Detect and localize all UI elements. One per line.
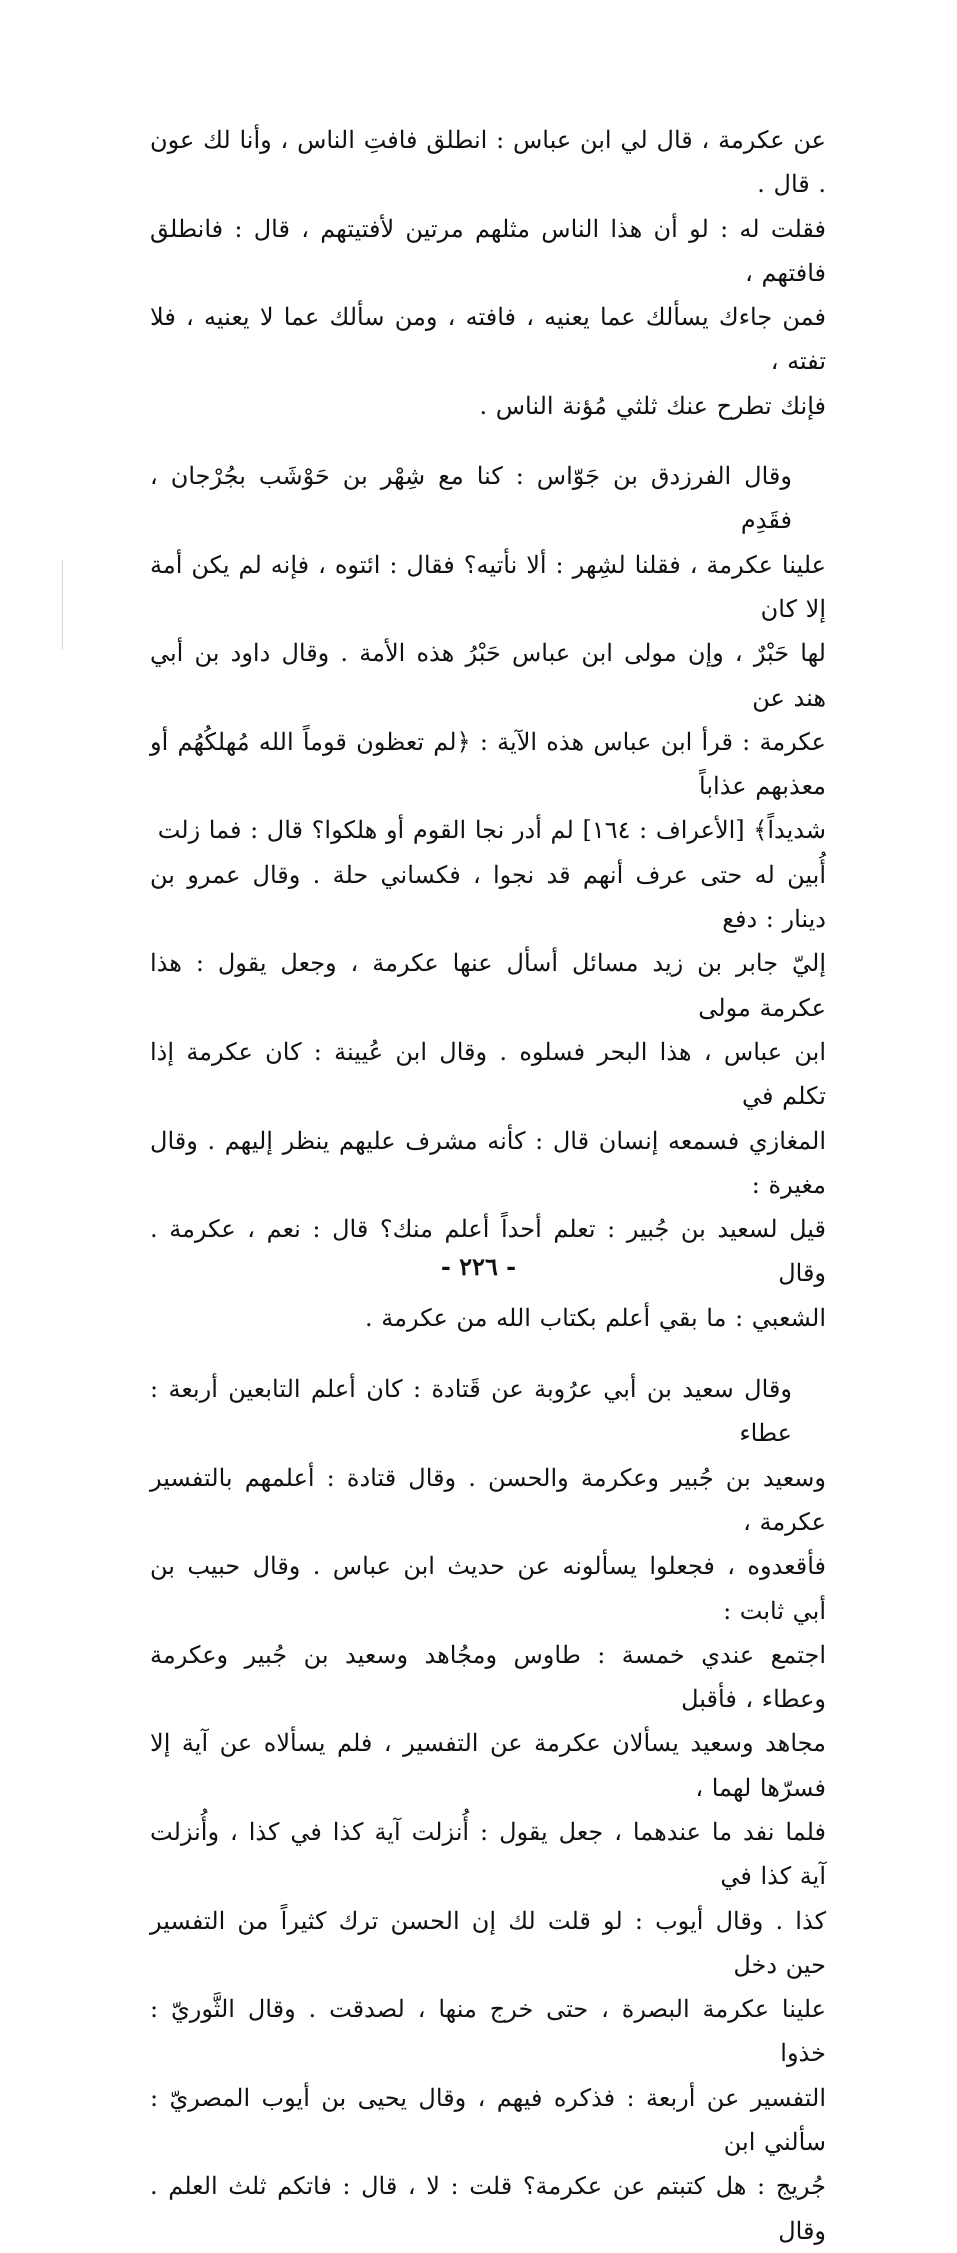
text-line: مجاهد وسعيد يسألان عكرمة عن التفسير ، فلم يسألاه عن آية إلا فسرّها لهما ،	[150, 1729, 826, 1802]
text-line: وقال سعيد بن أبي عرُوبة عن قَتادة : كان أعلم التابعين أربعة : عطاء	[150, 1375, 792, 1448]
text-line: اجتمع عندي خمسة : طاوس ومجُاهد وسعيد بن جُبير وعكرمة وعطاء ، فأقبل	[150, 1640, 826, 1714]
text-line: قيل لسعيد بن جُبير : تعلم أحداً أعلم منك؟ قال : نعم ، عكرمة . وقال	[150, 1215, 826, 1288]
scan-edge-mark	[62, 560, 63, 650]
text-line: لها حَبْرٌ ، وإن مولى ابن عباس حَبْرُ هذه الأمة . وقال داود بن أبي هند عن	[150, 639, 826, 712]
text-line-quran-verse: عكرمة : قرأ ابن عباس هذه الآية : ﴿لم تعظون قوماً الله مُهلكُهُم أو معذبهم عذاباً	[150, 727, 826, 801]
text-line-quran-verse: شديداً﴾ [الأعراف : ١٦٤] لم أدر نجا القوم أو هلكوا؟ قال : فما زلت	[157, 816, 826, 845]
text-line: كذا . وقال أيوب : لو قلت لك إن الحسن ترك كثيراً من التفسير حين دخل	[150, 1906, 826, 1979]
text-line: وسعيد بن جُبير وعكرمة والحسن . وقال قتادة : أعلمهم بالتفسير عكرمة ،	[150, 1463, 826, 1536]
page-number: - ٢٢٦ -	[440, 1252, 517, 1281]
paragraph-3	[150, 1367, 826, 2253]
paragraph-1	[150, 118, 826, 428]
text-line: علينا عكرمة ، فقلنا لشِهر : ألا نأتيه؟ فقال : ائتوه ، فإنه لم يكن أمة إلا كان	[150, 550, 826, 623]
text-line: عن عكرمة ، قال لي ابن عباس : انطلق فافتِ الناس ، وأنا لك عون . قال .	[150, 126, 826, 199]
text-line: فأقعدوه ، فجعلوا يسألونه عن حديث ابن عباس . وقال حبيب بن أبي ثابت :	[150, 1552, 827, 1625]
text-line: فإنك تطرح عنك ثلثي مُؤنة الناس .	[479, 391, 826, 420]
text-line: فقلت له : لو أن هذا الناس مثلهم مرتين لأفتيتهم ، قال : فانطلق فافتهم ،	[150, 214, 826, 287]
paragraph-2	[150, 454, 826, 1340]
text-line: وقال الفرزدق بن جَوّاس : كنا مع شِهْر بن حَوْشَب بجُرْجان ، فقَدِم	[150, 462, 792, 535]
text-line: فمن جاءك يسألك عما يعنيه ، فافته ، ومن سألك عما لا يعنيه ، فلا تفته ،	[150, 303, 826, 376]
text-line: أُبين له حتى عرف أنهم قد نجوا ، فكساني حلة . وقال عمرو بن دينار : دفع	[150, 860, 826, 934]
text-line: ابن عباس ، هذا البحر فسلوه . وقال ابن عُيينة : كان عكرمة إذا تكلم في	[150, 1037, 826, 1111]
text-line: المغازي فسمعه إنسان قال : كأنه مشرف عليهم ينظر إليهم . وقال مغيرة :	[150, 1126, 826, 1199]
text-line: علينا عكرمة البصرة ، حتى خرج منها ، لصدقت . وقال الثَّوريّ : خذوا	[150, 1995, 826, 2068]
text-line: إليّ جابر بن زيد مسائل أسأل عنها عكرمة ، وجعل يقول : هذا عكرمة مولى	[150, 949, 826, 1022]
page-body	[150, 118, 827, 2245]
text-line: جُريج : هل كتبتم عن عكرمة؟ قلت : لا ، قال : فاتكم ثلث العلم . وقال	[150, 2172, 826, 2245]
text-line: التفسير عن أربعة : فذكره فيهم ، وقال يحيى بن أيوب المصريّ : سألني ابن	[150, 2083, 826, 2157]
text-line: فلما نفد ما عندهما ، جعل يقول : أُنزلت آية كذا في كذا ، وأُنزلت آية كذا في	[150, 1817, 826, 1891]
text-line: الشعبي : ما بقي أعلم بكتاب الله من عكرمة .	[364, 1303, 826, 1332]
